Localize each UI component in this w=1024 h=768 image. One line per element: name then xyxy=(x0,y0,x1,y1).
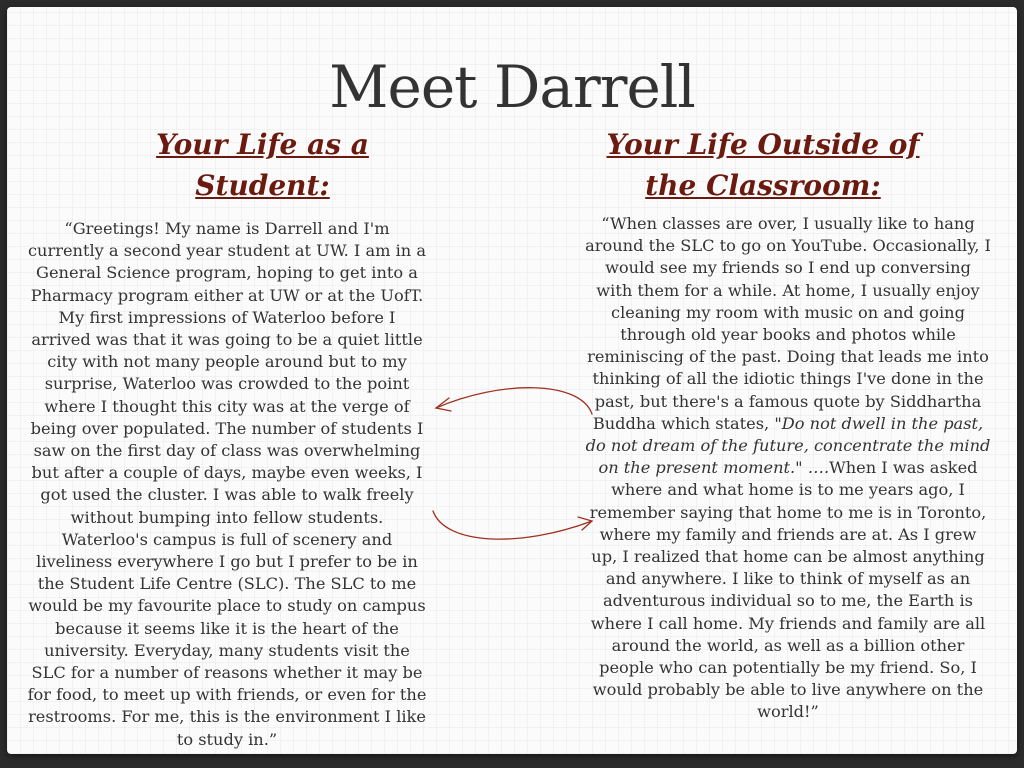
left-pointing-arrow-icon xyxy=(436,388,592,414)
outside-text-part1: “When classes are over, I usually like to hang around the SLC to go on YouTube. Occasionally, I would see my friends so I end up conversing with them for a while. At home, I usually enjoy cleaning my room with music on and going through old year books and photos while reminiscing of the past. Doing that leads me into thinking of all the idiotic things I've done in the past, but there's a famous quote by Siddhartha Buddha which states, " xyxy=(585,214,991,433)
right-heading-line2: the Classroom: xyxy=(645,169,881,202)
slide-title: Meet Darrell xyxy=(329,53,695,121)
left-heading-line2: Student: xyxy=(195,169,330,202)
buddha-quote: Do not dwell in the past, do not dream of the future, concentrate the mind on the present moment." …. xyxy=(585,413,991,478)
student-life-text: “Greetings! My name is Darrell and I'm currently a second year student at UW. I am in a General Science program, hoping to get into a Pharmacy program either at UW or at the UofT. My first impressions of Waterloo before I arrived was that it was going to be a quiet little city with not many people around but to my surprise, Waterloo was crowded to the point where I thought this city was at the verge of being over populated. The number of students I saw on the first day of class was overwhelming but after a couple of days, maybe even weeks, I got used the cluster. I was able to walk freely without bumping into fellow students. Waterloo's campus is full of scenery and liveliness everywhere I go but I prefer to be in the Student Life Centre (SLC). The SLC to me would be my favourite place to study on campus because it seems like it is the heart of the university. Everyday, many students visit the SLC for a number of reasons whether it may be for food, to meet up with friends, or even for the restrooms. For me, this is the environment I like to study in.” xyxy=(27,219,427,749)
outside-text-part2: When I was asked where and what home is to me years ago, I remember saying that home to me is in Toronto, where my family and friends are at. As I grew up, I realized that home can be almost anything and anywhere. I like to think of myself as an adventurous individual so to me, the Earth is where I call home. My friends and family are all around the world, as well as a billion other people who can potentially be my friend. So, I would probably be able to live anywhere on the world!” xyxy=(589,458,987,722)
right-pointing-arrow-icon xyxy=(433,511,592,539)
left-heading-line1: Your Life as a xyxy=(156,128,369,161)
right-heading-line1: Your Life Outside of xyxy=(606,128,920,161)
